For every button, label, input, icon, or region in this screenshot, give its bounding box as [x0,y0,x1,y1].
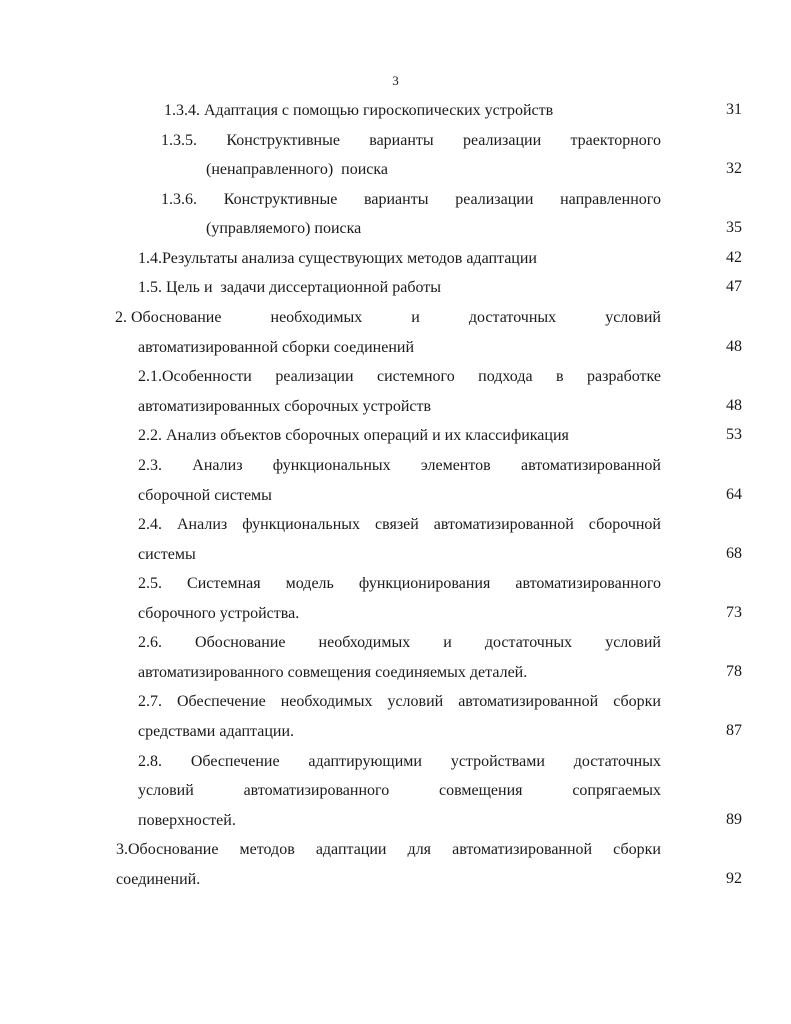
toc-entry-title-line1 [138,633,661,653]
toc-word: 3.Обоснование [116,841,219,858]
toc-entry-page: 47 [726,278,742,295]
toc-word: разработке [587,368,661,385]
toc-entry-title-line2 [138,781,661,801]
toc-word: методов [239,841,295,858]
toc-word: варианты [369,132,434,149]
toc-entry-page: 78 [726,663,742,680]
toc-word: автоматизированной [433,516,574,533]
toc-word: и [443,634,452,651]
toc-entry-title-line2: соединений. [116,871,201,888]
toc-word: необходимых [270,309,363,326]
toc-word: условий [605,634,661,651]
toc-word: достаточных [468,309,557,326]
toc-word: для [407,841,432,858]
toc-word: реализации [462,132,542,149]
toc-word: достаточных [573,753,661,770]
toc-entry-title-line2: (ненаправленного) поиска [206,161,389,178]
toc-word: достаточных [484,634,573,651]
toc-word: адаптации [315,841,387,858]
toc-entry-title-line1 [138,752,661,772]
toc-entry-page: 53 [726,426,742,443]
toc-entry-page: 89 [726,811,742,828]
toc-entry-title-line1 [116,840,661,860]
toc-word: подхода [478,368,533,385]
toc-word: автоматизированного [243,782,390,799]
toc-word: в [556,368,564,385]
toc-word: 2.6. [138,634,162,651]
toc-word: функциональных [242,516,361,533]
toc-entry-title-line2: автоматизированных сборочных устройств [138,398,432,415]
toc-entry-title-line1 [138,574,661,594]
toc-word: направленного [560,191,661,208]
toc-word: системного [376,368,455,385]
toc-entry-title: 1.3.4. Адаптация с помощью гироскопических устройств [164,102,554,119]
toc-entry-title-line1 [161,131,661,151]
toc-entry-title-line2: автоматизированного совмещения соединяемых деталей. [138,664,528,681]
toc-word: условий [138,782,194,799]
toc-word: Конструктивные [226,132,340,149]
toc-word: автоматизированной [458,693,599,710]
toc-entry-title: 1.5. Цель и задачи диссертационной работы [138,279,441,296]
toc-entry-title-line1 [115,308,661,328]
toc-entry-page: 48 [726,397,742,414]
toc-word: Анализ [192,457,243,474]
toc-word: Обоснование [195,634,286,651]
page-number: 3 [392,73,399,88]
toc-word: траекторного [570,132,661,149]
toc-word: реализации [275,368,354,385]
toc-word: 1.3.5. [161,132,197,149]
toc-entry-title-line2: сборочной системы [138,487,272,504]
toc-word: связей [375,516,419,533]
toc-word: автоматизированной [452,841,593,858]
toc-word: функциональных [272,457,391,474]
toc-entry-page: 87 [726,722,742,739]
toc-word: адаптирующими [308,753,422,770]
toc-word: 2.8. [138,753,162,770]
toc-word: необходимых [280,693,373,710]
toc-word: сборки [613,841,661,858]
toc-word: 2. Обоснование [115,309,222,326]
toc-entry-title: 2.2. Анализ объектов сборочных операций и их классификация [138,427,569,444]
toc-entry-page: 42 [726,249,742,266]
toc-word: варианты [364,191,429,208]
toc-word: Обеспечение [190,753,280,770]
toc-word: 2.7. [138,693,162,710]
toc-word: совмещения [439,782,523,799]
toc-entry-title-line2: системы [138,546,196,563]
toc-entry-title: 1.4.Результаты анализа существующих методов адаптации [138,250,537,267]
toc-entry-page: 35 [726,219,742,236]
toc-word: функционирования [358,575,491,592]
toc-word: 2.5. [138,575,162,592]
toc-entry-title-line1 [138,692,661,712]
toc-word: 2.4. [138,516,162,533]
toc-entry-title-line2: автоматизированной сборки соединений [138,339,415,356]
toc-word: сборочной [588,516,661,533]
toc-word: сопрягаемых [572,782,661,799]
toc-entry-title-line3: поверхностей. [138,812,236,829]
toc-word: Анализ [176,516,228,533]
toc-word: автоматизированного [515,575,661,592]
toc-word: необходимых [318,634,411,651]
toc-entry-page: 31 [726,101,742,118]
toc-word: сборки [613,693,661,710]
toc-entry-page: 32 [726,160,742,177]
toc-entry-page: 68 [726,545,742,562]
toc-word: элементов [420,457,491,474]
toc-word: реализации [455,191,534,208]
toc-entry-title-line2: (управляемого) поиска [206,220,362,237]
toc-word: Системная [187,575,261,592]
toc-entry-page: 73 [726,604,742,621]
toc-entry-title-line2: средствами адаптации. [138,723,295,740]
toc-word: 2.1.Особенности [138,368,252,385]
toc-word: условий [605,309,661,326]
toc-word: Обеспечение [177,693,266,710]
toc-word: условий [387,693,444,710]
toc-entry-title-line1 [138,367,661,387]
toc-entry-title-line1 [138,515,661,535]
toc-word: и [411,309,420,326]
toc-entry-title-line1 [161,190,661,210]
toc-word: автоматизированной [520,457,661,474]
toc-entry-title-line2: сборочного устройства. [138,605,300,622]
toc-word: Конструктивные [223,191,338,208]
toc-entry-page: 92 [726,870,742,887]
toc-entry-page: 48 [726,338,742,355]
toc-entry-page: 64 [726,486,742,503]
toc-word: устройствами [450,753,545,770]
toc-word: модель [285,575,334,592]
toc-entry-title-line1 [138,456,661,476]
toc-word: 2.3. [138,457,162,474]
toc-word: 1.3.6. [161,191,197,208]
